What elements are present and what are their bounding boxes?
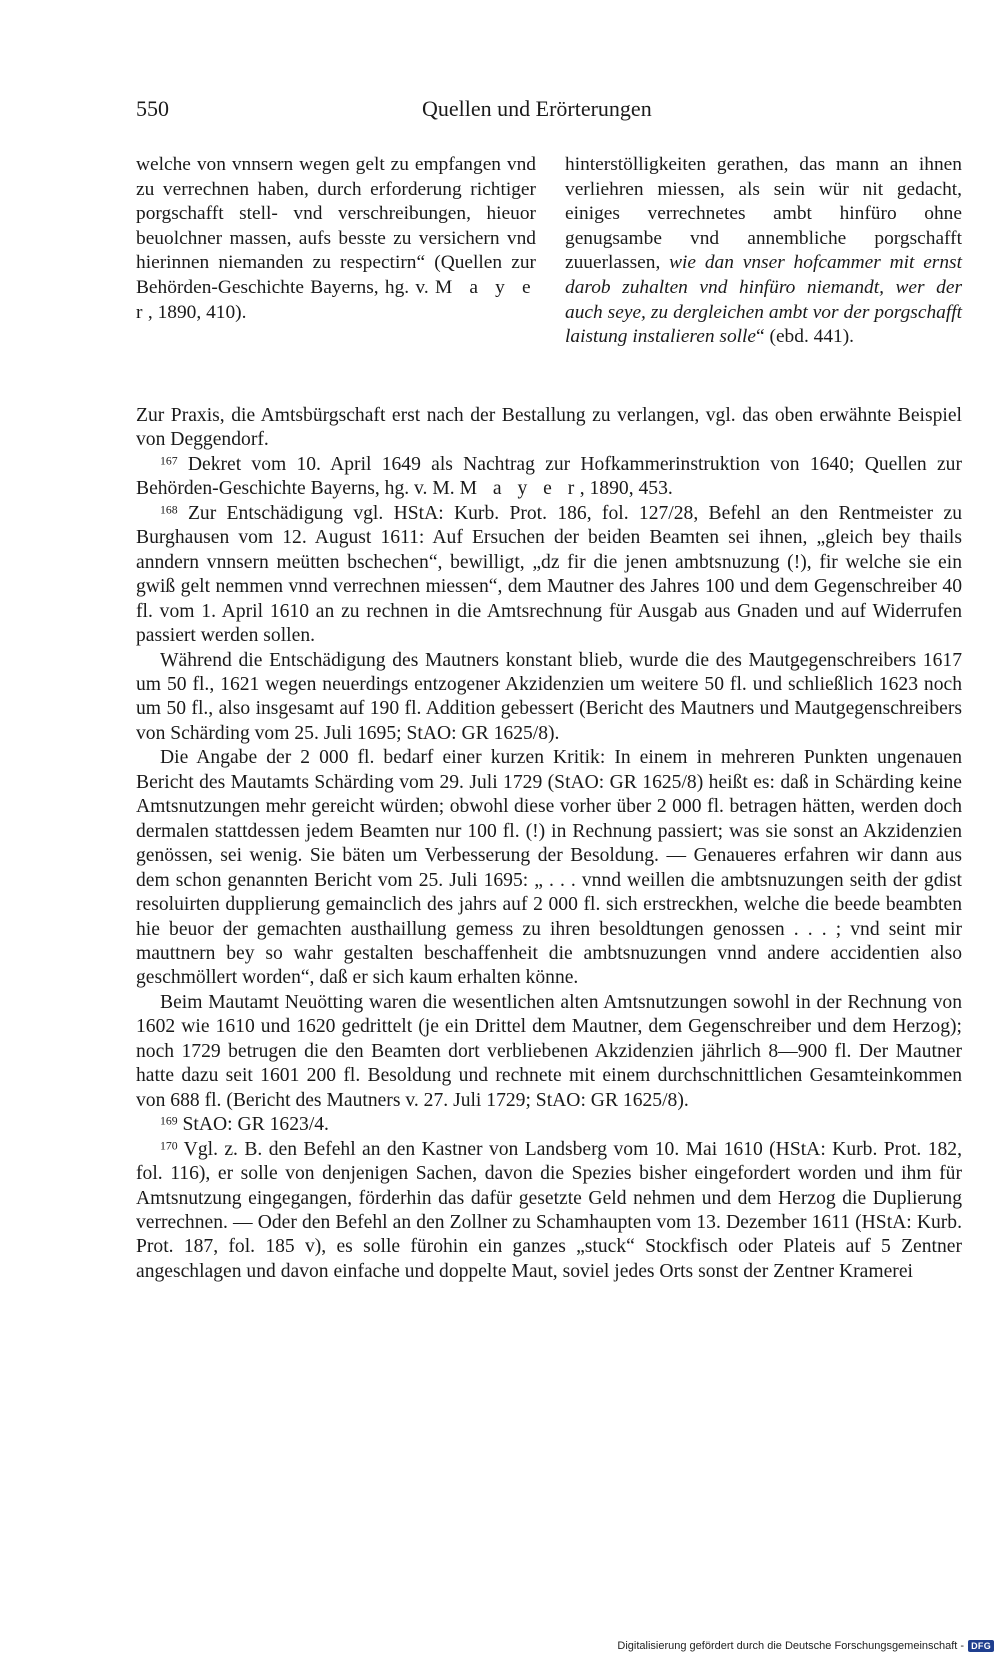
italic-emphasis: wie dan vnser hofcammer mit ernst darob zuhalten vnd hinfüro niemandt, wer der auch seye, zu dergleichen ambt vor der porgschafft laistung instalieren solle (565, 252, 962, 348)
footnote-168: $^{168}$ Zur Entschädigung vgl. HStA: Kurb. Prot. 186, fol. 127/28, Befehl an den Rentmeister zu Burghausen vom 12. August 1611: Auf Ersuchen der beiden Beamten sei ihnen, „gleich bey thails anndern vnnsern meütten bschechen“, bewilligt, „dz fir die jenen ambtsnuzung (!), fir welche sie ein gwiß gelt nemmen vnnd verrechnen miessen“, dem Mautner des Jahres 100 und dem Gegenschreiber 40 fl. vom 1. April 1610 an zu rechnen in die Amtsrechnung für Ausgab aus Gnaden und auf Widerrufen passiert werden sollen. (136, 502, 962, 647)
author-name-spaced: M a y e r (136, 276, 536, 323)
paragraph-beim: Beim Mautamt Neuötting waren die wesentlichen alten Amtsnutzungen sowohl in der Rechnung von 1602 wie 1610 und 1620 gedrittelt (je ein Drittel dem Mautner, dem Gegenschreiber und dem Herzog); noch 1729 betrugen die den Beamten dort verbliebenen Akzidenzien jährlich 8—900 fl. Der Mautner hatte dazu seit 1601 200 fl. Besoldung und rechnete mit einem durchschnittlichen Gesamteinkommen von 688 fl. (Bericht des Mautners v. 27. Juli 1729; StAO: GR 1625/8). (136, 991, 962, 1111)
right-column-text: hinterstölligkeiten gerathen, das mann an ihnen verliehren miessen, als sein wür nit gedacht, einiges verrechnetes ambt hinfüro ohne genugsambe vnd annembliche porgschafft zuuerlassen, wie dan vnser hofcammer mit ernst darob zuhalten vnd hinfüro niemandt, wer der auch seye, zu dergleichen ambt vor der porgschafft laistung instalieren solle“ (ebd. 441). (565, 154, 962, 348)
page-header (136, 96, 962, 130)
author-name-spaced: M a y e r (459, 478, 580, 500)
footnote-169: $^{169}$ StAO: GR 1623/4. (160, 1114, 329, 1136)
paragraph-praxis: Zur Praxis, die Amtsbürgschaft erst nach der Bestallung zu verlangen, vgl. das oben erwähnte Beispiel von Deggendorf. (136, 405, 962, 451)
paragraph-angabe: Die Angabe der 2 000 fl. bedarf einer kurzen Kritik: In einem in mehreren Punkten ungenauen Bericht des Mautamts Schärding vom 29. Juli 1729 (StAO: GR 1625/8) heißt es: daß in Schärding keine Amtsnutzungen mehr gereicht würden; obwohl diese vorher über 2 000 fl. betragen hätten, werden doch dermalen stattdessen jedem Beamten nur 100 fl. (!) in Rechnung passiert; was sie sonst an Akzidenzien genössen, sei wenig. Sie bäten um Verbesserung der Besoldung. — Genaueres erfahren wir dann aus dem schon genannten Bericht vom 25. Juli 1695: „ . . . vnnd weillen die ambtsnuzungen seith der gdist resoluirten dupplierung gemainclich des jahrs auf 2 000 fl. sich erstreckhen, welche die beede beambten hie beuor der gemachten austhaillung gemess zu ihren besoldtungen genossen . . . ; vnd seint mir mauttnern bey so wahr gestalten beschaffenheit die ambtsnuzungen vnnd andere accidentien also geschmöllert worden“, daß er sich kaum erhalten könne. (136, 747, 962, 989)
quote-column-right (565, 153, 962, 350)
dfg-logo-icon: DFG (968, 1640, 994, 1652)
footnote-number: 167 (160, 454, 178, 468)
footnote-number: 169 (160, 1114, 178, 1128)
page-number: 550 (136, 96, 169, 121)
footnote-number: 168 (160, 503, 178, 517)
footnote-number: 170 (160, 1139, 178, 1153)
footer-credit: Digitalisierung gefördert durch die Deutsche Forschungsgemeinschaft - (617, 1640, 965, 1652)
main-text (136, 404, 962, 1284)
footnote-167: $^{167}$ Dekret vom 10. April 1649 als Nachtrag zur Hofkammerinstruktion von 1640; Quellen zur Behörden-Geschichte Bayerns, hg. v. M. M a y e r, 1890, 453. (136, 453, 962, 500)
left-column-text: welche von vnnsern wegen gelt zu empfangen vnd zu verrechnen haben, durch erforderung richtiger porgschafft stell- vnd verschreibungen, hieuor beuolchner massen, aufs besste zu versichern vnd hierinnen niemanden zu respectirn“ (Quellen zur Behörden-Geschichte Bayerns, hg. v. M a y e r, 1890, 410). (136, 154, 536, 323)
quote-column-left (136, 153, 536, 325)
digitization-footer (617, 1637, 994, 1655)
running-title: Quellen und Erörterungen (422, 96, 652, 121)
footnote-170: $^{170}$ Vgl. z. B. den Befehl an den Kastner von Landsberg vom 10. Mai 1610 (HStA: Kurb. Prot. 182, fol. 116), er solle von denjenigen Sachen, davon die Spezies bisher eingefordert worden und ihm für Amtsnutzung eingegangen, förderhin das dafür gesetzte Geld nehmen und dem Herzog die Duplierung verrechnen. — Oder den Befehl an den Zollner zu Schamhaupten vom 13. Dezember 1611 (HStA: Kurb. Prot. 187, fol. 185 v), es solle fürohin ein ganzes „stuck“ Stockfisch oder Plateis auf 5 Zentner angeschlagen und davon einfache und doppelte Maut, soviel jedes Orts sonst der Zentner Kramerei (136, 1138, 962, 1282)
paragraph-waehrend: Während die Entschädigung des Mautners konstant blieb, wurde die des Mautgegenschreibers 1617 um 50 fl., 1621 wegen neuerdings entzogener Akzidenzien um weitere 50 fl. und schließlich 1623 noch um 50 fl., also insgesamt auf 190 fl. Addition gebessert (Bericht des Mautners und Mautgegenschreibers von Schärding vom 25. Juli 1695; StAO: GR 1625/8). (136, 649, 962, 744)
